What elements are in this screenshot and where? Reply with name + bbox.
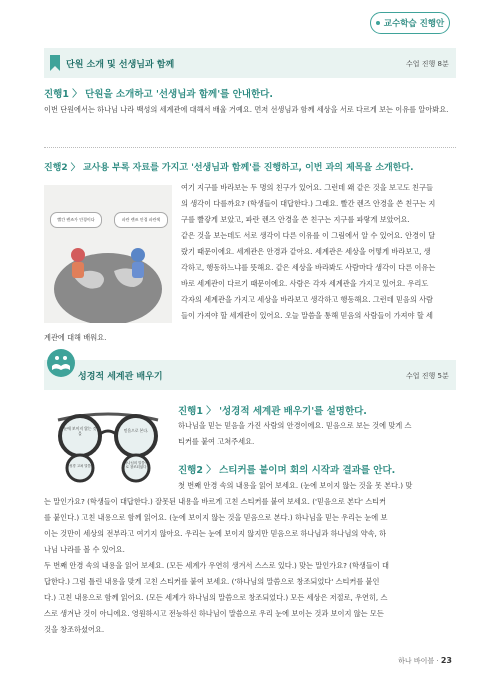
glasses-icon [52, 408, 164, 484]
section1-title: 단원 소개 및 선생님과 함께 [66, 60, 175, 70]
s2-step2-text: 스티커를 붙이며 회의 시작과 결과를 안다. [219, 465, 396, 476]
s2-step1-line: 하나님을 믿는 믿음을 가진 사람의 안경이에요. 믿음으로 보는 것에 맞게 스 [178, 421, 412, 430]
s2-step2-line: 두 번째 안경 속의 내용을 읽어 보세요. (모든 세계가 우연히 생겨서 스스로 있다.) 맞는 말인가요? (학생들이 대 [44, 561, 389, 570]
left-speech-bubble: 빨간 렌즈가 안경이다 [50, 212, 102, 228]
s2-step1-line: 티커를 붙여 고쳐주세요. [178, 437, 255, 446]
step1-text: 단원을 소개하고 '선생님과 함께'를 안내한다. [85, 89, 273, 100]
step2-line: 각하고, 행동하느냐를 뜻해요. 같은 세상을 바라봐도 사람마다 생각이 다른 이유는 [181, 263, 436, 272]
step2-label: 진행2 〉 [44, 163, 80, 173]
step2-heading [44, 160, 414, 173]
s2-step2-label: 진행2 〉 [178, 465, 216, 476]
glasses-label: 하나님의 말씀으로 창조되었다 [124, 461, 149, 469]
section2-title: 성경적 세계관 배우기 [78, 372, 163, 382]
footer-book: 하나 바이블 [398, 657, 435, 665]
s2-step1-label: 진행1 〉 [178, 406, 216, 417]
s2-step2-line: 를 붙인다.) 고친 내용으로 함께 읽어요. (눈에 보이지 않는 것을 믿음으로 본다.) 하나님을 믿는 우리는 눈에 보 [44, 513, 388, 522]
glasses-label: 성경 고쳐 말씀 [69, 464, 91, 468]
step2-line: 들이 가져야 할 세계관이 있어요. 오늘 말씀을 통해 믿음의 사람들이 가져야 할 세 [181, 311, 433, 320]
s2-step2-line: 나님 나라를 볼 수 있어요. [44, 545, 125, 554]
s2-step2-body [44, 494, 456, 644]
s2-step2-line: 것을 창조하셨어요. [44, 625, 105, 634]
open-book-icon [46, 348, 76, 378]
section2-time: 수업 진행 5분 [406, 372, 449, 380]
s2-step2-line: 스로 생겨난 것이 아니에요. 영원하시고 전능하신 하나님이 말씀으로 우리 눈에 보이는 것과 보이지 않는 모든 [44, 609, 384, 618]
s2-step2-line: 이는 것만이 세상의 전부라고 여기지 않아요. 우리는 눈에 보이지 않지만 믿음으로 하나님과 하나님의 약속, 하 [44, 529, 387, 538]
step2-line: 같은 것을 보는데도 서로 생각이 다른 이유를 이 그림에서 알 수 있어요. 안경이 달 [181, 231, 436, 240]
glasses-label: 눈에 보이지 않는 것을 [63, 426, 97, 436]
header-tag-label: 교수학습 진행안 [383, 19, 445, 29]
s2-step2-heading [178, 462, 395, 476]
step2-line: 각자의 세계관을 가지고 세상을 바라보고 생각하고 행동해요. 그런데 믿음의 사람 [181, 295, 433, 304]
step2-line: 랐기 때문이에요. 세계관은 안경과 같아요. 세계관은 세상을 어떻게 바라보고, 생 [181, 247, 431, 256]
step2-line: 바로 세계관이 다르기 때문이에요. 사람은 각자 세계관을 가지고 있어요. 우리도 [181, 279, 429, 288]
s2-step2-line: 다.) 고친 내용으로 함께 읽어요. (모든 세계가 하나님의 말씀으로 창조되었다.) 모든 세상은 저절로, 우연히, 스 [44, 593, 388, 602]
bookmark-icon [48, 54, 62, 72]
step2-text: 교사용 부록 자료를 가지고 '선생님과 함께'를 진행하고, 이번 과의 제목을 소개한다. [82, 163, 414, 173]
step2-body [181, 180, 456, 328]
globe-icon [44, 185, 172, 323]
step1-heading [44, 86, 273, 100]
s2-step2-first-line: 첫 번째 안경 속의 내용을 읽어 보세요. (눈에 보이지 않는 것을 못 본다.) 맞 [178, 481, 413, 490]
glasses-label: 믿음으로 본다. [123, 428, 149, 433]
s2-step1-body [178, 418, 456, 452]
s2-step2-line: 는 말인가요? (학생들이 대답한다.) 잘못된 내용을 바르게 고친 스티커를 붙여 보세요. ('믿음으로 본다' 스티커 [44, 497, 387, 506]
bullet-icon [376, 21, 380, 25]
s2-step2-line: 답한다.) 그럼 틀린 내용을 맞게 고친 스티커를 붙여 보세요. ('하나님의 말씀으로 창조되었다' 스티커를 붙인 [44, 577, 380, 586]
earth-illustration [44, 185, 172, 323]
step2-last-line: 계관에 대해 배워요. [44, 333, 107, 342]
step2-line: 여기 지구를 바라보는 두 명의 친구가 있어요. 그런데 왜 같은 것을 보고도 친구들 [181, 183, 433, 192]
step2-line: 구를 빨갛게 보았고, 파란 렌즈 안경을 쓴 친구는 지구를 파랗게 보았어요. [181, 215, 410, 224]
page-footer: 하나 바이블 · 23 [398, 656, 452, 665]
glasses-illustration [52, 408, 164, 484]
s2-step1-heading [178, 403, 367, 417]
page-number: 23 [440, 656, 452, 665]
right-speech-bubble: 파란 렌즈 안경 파란색 [114, 212, 168, 228]
s2-step1-text: '성경적 세계관 배우기'를 설명한다. [219, 406, 367, 417]
divider [44, 147, 456, 148]
step1-body: 이번 단원에서는 하나님 나라 백성의 세계관에 대해서 배울 거예요. 먼저 선생님과 함께 세상을 서로 다르게 보는 이유를 알아봐요. [44, 105, 449, 114]
step2-line: 의 생각이 다를까요? (학생들이 대답한다.) 그래요. 빨간 렌즈 안경을 쓴 친구는 지 [181, 199, 436, 208]
step1-label: 진행1 〉 [44, 89, 82, 100]
section1-time: 수업 진행 8분 [406, 60, 449, 68]
header-tag [370, 12, 450, 34]
